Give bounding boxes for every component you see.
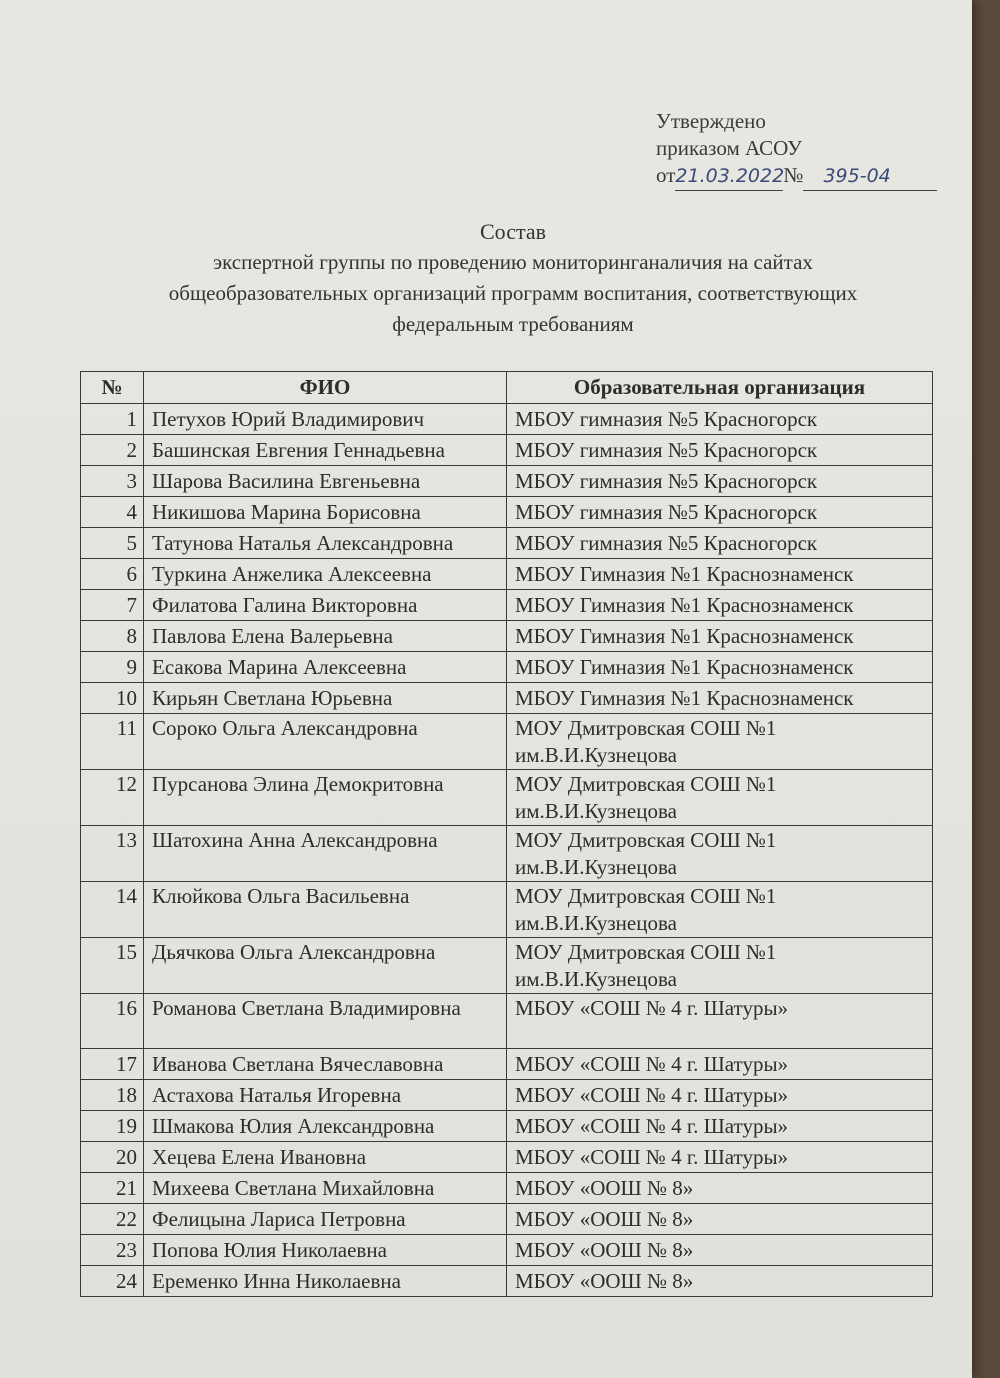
row-number: 17 xyxy=(81,1049,144,1080)
approval-block xyxy=(656,108,937,191)
row-name: Астахова Наталья Игоревна xyxy=(144,1080,507,1111)
row-organization: МБОУ «ООШ № 8» xyxy=(507,1173,933,1204)
row-number: 23 xyxy=(81,1235,144,1266)
table-row xyxy=(81,1111,933,1142)
approval-from-label: от xyxy=(656,163,676,187)
row-name: Романова Светлана Владимировна xyxy=(144,994,507,1049)
row-number: 15 xyxy=(81,938,144,994)
row-name: Попова Юлия Николаевна xyxy=(144,1235,507,1266)
row-name: Дьячкова Ольга Александровна xyxy=(144,938,507,994)
row-name: Клюйкова Ольга Васильевна xyxy=(144,882,507,938)
title-main: Состав xyxy=(479,219,547,244)
row-name: Шатохина Анна Александровна xyxy=(144,826,507,882)
row-name: Хецева Елена Ивановна xyxy=(144,1142,507,1173)
table-row xyxy=(81,1142,933,1173)
row-name: Еременко Инна Николаевна xyxy=(144,1266,507,1297)
header-name: ФИО xyxy=(144,372,507,404)
approval-line-3 xyxy=(656,162,937,191)
row-number: 13 xyxy=(81,826,144,882)
row-organization: МБОУ «СОШ № 4 г. Шатуры» xyxy=(507,1049,933,1080)
table-row xyxy=(81,826,933,882)
row-organization: МОУ Дмитровская СОШ №1 им.В.И.Кузнецова xyxy=(507,714,933,770)
row-organization: МБОУ «СОШ № 4 г. Шатуры» xyxy=(507,1080,933,1111)
row-number: 8 xyxy=(81,621,144,652)
table-row xyxy=(81,652,933,683)
row-organization: МБОУ Гимназия №1 Краснознаменск xyxy=(507,652,933,683)
row-organization: МБОУ «ООШ № 8» xyxy=(507,1235,933,1266)
row-name: Павлова Елена Валерьевна xyxy=(144,621,507,652)
table-row xyxy=(81,1173,933,1204)
table-row xyxy=(81,714,933,770)
table-row xyxy=(81,770,933,826)
row-name: Туркина Анжелика Алексеевна xyxy=(144,559,507,590)
approval-number: 395-04 xyxy=(803,163,937,191)
approval-date: 21.03.2022 xyxy=(675,163,783,191)
row-organization: МОУ Дмитровская СОШ №1 им.В.И.Кузнецова xyxy=(507,882,933,938)
row-name: Сороко Ольга Александровна xyxy=(144,714,507,770)
approval-line-1: Утверждено xyxy=(656,109,766,133)
row-name: Шарова Василина Евгеньевна xyxy=(144,466,507,497)
row-name: Кирьян Светлана Юрьевна xyxy=(144,683,507,714)
row-number: 12 xyxy=(81,770,144,826)
row-number: 24 xyxy=(81,1266,144,1297)
row-number: 1 xyxy=(81,404,144,435)
row-organization: МБОУ «ООШ № 8» xyxy=(507,1204,933,1235)
table-row xyxy=(81,1235,933,1266)
table-row xyxy=(81,1049,933,1080)
row-name: Шмакова Юлия Александровна xyxy=(144,1111,507,1142)
row-number: 20 xyxy=(81,1142,144,1173)
header-organization: Образовательная организация xyxy=(507,372,933,404)
row-name: Петухов Юрий Владимирович xyxy=(144,404,507,435)
title-line-1: экспертной группы по проведению мониторинганаличия на сайтах xyxy=(213,250,813,274)
row-organization: МБОУ гимназия №5 Красногорск xyxy=(507,497,933,528)
table-row xyxy=(81,528,933,559)
table-row xyxy=(81,404,933,435)
table-row xyxy=(81,621,933,652)
table-body xyxy=(81,404,933,1297)
title-line-2: общеобразовательных организаций программ воспитания, соответствующих xyxy=(168,281,858,305)
row-organization: МБОУ Гимназия №1 Краснознаменск xyxy=(507,621,933,652)
table-row xyxy=(81,466,933,497)
row-name: Фелицына Лариса Петровна xyxy=(144,1204,507,1235)
row-name: Иванова Светлана Вячеславовна xyxy=(144,1049,507,1080)
row-organization: МБОУ «СОШ № 4 г. Шатуры» xyxy=(507,1142,933,1173)
row-number: 10 xyxy=(81,683,144,714)
table-row xyxy=(81,1080,933,1111)
table-row xyxy=(81,1204,933,1235)
row-number: 4 xyxy=(81,497,144,528)
row-name: Татунова Наталья Александровна xyxy=(144,528,507,559)
row-number: 3 xyxy=(81,466,144,497)
row-number: 21 xyxy=(81,1173,144,1204)
row-organization: МОУ Дмитровская СОШ №1 им.В.И.Кузнецова xyxy=(507,770,933,826)
row-number: 18 xyxy=(81,1080,144,1111)
row-number: 19 xyxy=(81,1111,144,1142)
row-organization: МБОУ гимназия №5 Красногорск xyxy=(507,466,933,497)
row-organization: МБОУ гимназия №5 Красногорск xyxy=(507,528,933,559)
row-organization: МБОУ Гимназия №1 Краснознаменск xyxy=(507,559,933,590)
experts-table xyxy=(80,371,933,1297)
row-name: Михеева Светлана Михайловна xyxy=(144,1173,507,1204)
row-number: 11 xyxy=(81,714,144,770)
row-number: 2 xyxy=(81,435,144,466)
row-organization: МОУ Дмитровская СОШ №1 им.В.И.Кузнецова xyxy=(507,938,933,994)
row-number: 22 xyxy=(81,1204,144,1235)
table-row xyxy=(81,683,933,714)
row-organization: МБОУ Гимназия №1 Краснознаменск xyxy=(507,683,933,714)
row-number: 7 xyxy=(81,590,144,621)
table-row xyxy=(81,435,933,466)
row-organization: МБОУ «СОШ № 4 г. Шатуры» xyxy=(507,1111,933,1142)
row-number: 6 xyxy=(81,559,144,590)
row-name: Филатова Галина Викторовна xyxy=(144,590,507,621)
approval-number-label: № xyxy=(783,163,804,187)
row-name: Башинская Евгения Геннадьевна xyxy=(144,435,507,466)
row-name: Никишова Марина Борисовна xyxy=(144,497,507,528)
table-row xyxy=(81,1266,933,1297)
table-row xyxy=(81,497,933,528)
title-line-3: федеральным требованиям xyxy=(392,312,634,336)
row-organization: МБОУ «СОШ № 4 г. Шатуры» xyxy=(507,994,933,1049)
table-header-row xyxy=(81,372,933,404)
document-title xyxy=(80,216,946,340)
row-number: 14 xyxy=(81,882,144,938)
table-row xyxy=(81,994,933,1049)
row-organization: МБОУ «ООШ № 8» xyxy=(507,1266,933,1297)
approval-line-2: приказом АСОУ xyxy=(656,136,802,160)
row-organization: МБОУ гимназия №5 Красногорск xyxy=(507,404,933,435)
row-number: 5 xyxy=(81,528,144,559)
row-name: Пурсанова Элина Демокритовна xyxy=(144,770,507,826)
table-row xyxy=(81,590,933,621)
row-organization: МБОУ Гимназия №1 Краснознаменск xyxy=(507,590,933,621)
header-number: № xyxy=(81,372,144,404)
row-organization: МОУ Дмитровская СОШ №1 им.В.И.Кузнецова xyxy=(507,826,933,882)
row-name: Есакова Марина Алексеевна xyxy=(144,652,507,683)
table-row xyxy=(81,938,933,994)
row-organization: МБОУ гимназия №5 Красногорск xyxy=(507,435,933,466)
table-row xyxy=(81,882,933,938)
row-number: 16 xyxy=(81,994,144,1049)
row-number: 9 xyxy=(81,652,144,683)
table-row xyxy=(81,559,933,590)
